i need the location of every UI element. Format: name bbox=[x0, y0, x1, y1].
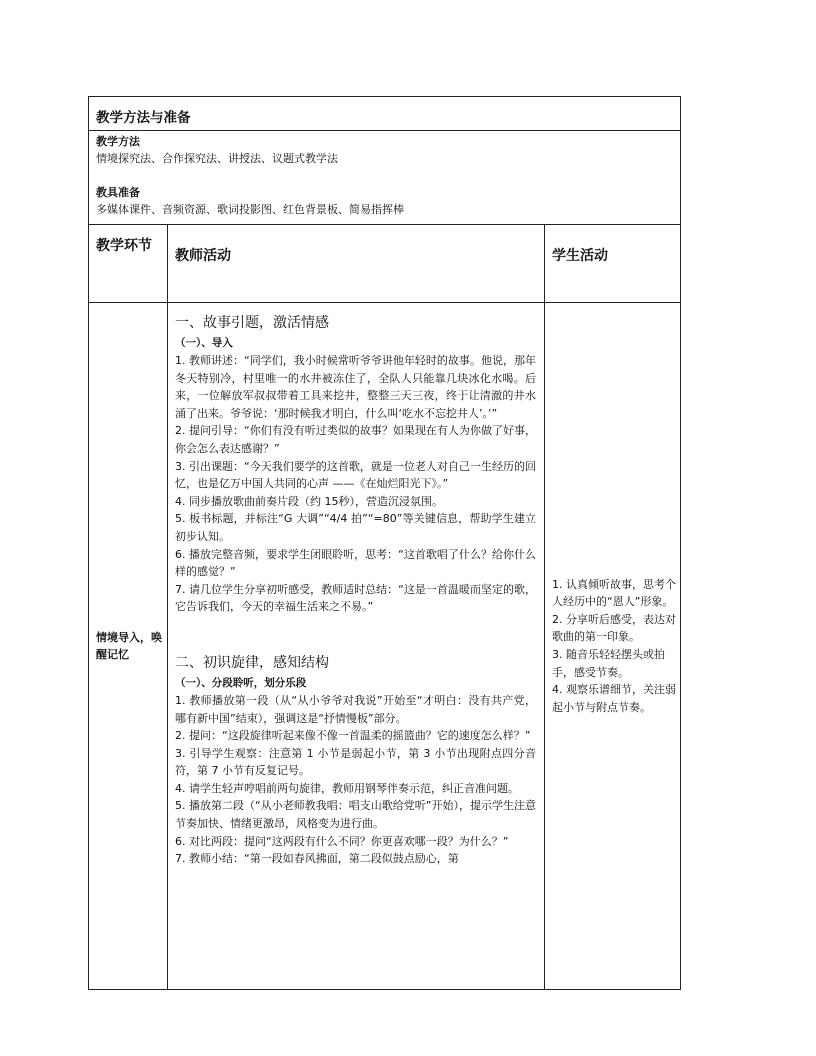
part1-item: 6. 播放完整音频，要求学生闭眼聆听，思考：“这首歌唱了什么？给你什么样的感觉？” bbox=[175, 547, 536, 579]
student-item: 4. 观察乐谱细节，关注弱起小节与附点节奏。 bbox=[552, 683, 676, 714]
student-item: 1. 认真倾听故事，思考个人经历中的“恩人”形象。 bbox=[552, 577, 676, 609]
part1-title: 一、故事引题，激活情感 bbox=[175, 315, 329, 331]
content-row bbox=[89, 303, 681, 990]
section-title-cell bbox=[89, 97, 681, 131]
student-activity-cell bbox=[545, 303, 681, 990]
part2-item: 6. 对比两段：提问“这两段有什么不同？你更喜欢哪一段？为什么？” bbox=[175, 834, 509, 848]
part2-item: 2. 提问：“这段旋律听起来像不像一首温柔的摇篮曲？它的速度怎么样？” bbox=[175, 729, 531, 743]
preparation-cell bbox=[89, 131, 681, 225]
lesson-plan-table bbox=[88, 96, 681, 990]
header-student: 学生活动 bbox=[545, 225, 681, 303]
header-teacher: 教师活动 bbox=[168, 225, 545, 303]
methods-text: 情境探究法、合作探究法、讲授法、议题式教学法 bbox=[96, 152, 338, 165]
part2-subtitle: （一）、分段聆听，划分乐段 bbox=[175, 676, 307, 689]
header-row bbox=[89, 225, 681, 303]
part1-item: 5. 板书标题，并标注“G 大调”“4/4 拍”“=80”等关键信息，帮助学生建立初步认知。 bbox=[175, 512, 536, 543]
part1-item: 2. 提问引导：“你们有没有听过类似的故事？如果现在有人为你做了好事，你会怎么表达感谢？” bbox=[175, 424, 536, 455]
part2-item: 3. 引导学生观察：注意第 1 小节是弱起小节，第 3 小节出现附点四分音符，第 7 小节有反复记号。 bbox=[175, 746, 536, 778]
tools-heading: 教具准备 bbox=[96, 186, 140, 199]
part1-item: 7. 请几位学生分享初听感受，教师适时总结：“这是一首温暖而坚定的歌，它告诉我们，今天的幸福生活来之不易。” bbox=[175, 582, 536, 614]
stage-cell: 情境导入，唤醒记忆 bbox=[89, 303, 168, 990]
part2-item: 1. 教师播放第一段（从“从小爷爷对我说”开始至“才明白：没有共产党，哪有新中国”结束），强调这是“抒情慢板”部分。 bbox=[175, 693, 536, 725]
tools-text: 多媒体课件、音频资源、歌词投影图、红色背景板、简易指挥棒 bbox=[96, 203, 404, 216]
teacher-activity-cell bbox=[168, 303, 545, 990]
student-item: 3. 随音乐轻轻摆头或拍手，感受节奏。 bbox=[552, 648, 665, 679]
student-item: 2. 分享听后感受，表达对歌曲的第一印象。 bbox=[552, 612, 676, 644]
part1-item: 4. 同步播放歌曲前奏片段（约 15秒），营造沉浸氛围。 bbox=[175, 494, 443, 508]
part2-title: 二、初识旋律，感知结构 bbox=[175, 654, 329, 671]
methods-heading: 教学方法 bbox=[96, 135, 140, 148]
section-title: 教学方法与准备 bbox=[96, 110, 191, 126]
part2-item: 5. 播放第二段（“从小老师教我唱：唱支山歌给党听”开始），提示学生注意节奏加快、情绪更激昂，风格变为进行曲。 bbox=[175, 799, 536, 831]
part1-subtitle: （一）、导入 bbox=[175, 337, 233, 349]
part1-item: 3. 引出课题：“今天我们要学的这首歌，就是一位老人对自己一生经历的回忆，也是亿万中国人共同的心声 ——《在灿烂阳光下》。” bbox=[175, 459, 536, 491]
part1-item: 1. 教师讲述：“同学们，我小时候常听爷爷讲他年轻时的故事。他说，那年冬天特别冷，村里唯一的水井被冻住了，全队人只能靠几块冰化水喝。后来，一位解放军叔叔带着工具来挖井，整整三天三夜，终于让清澈的井水涌了出来。爷爷说：‘那时候我才明白，什么叫‘吃水不忘挖井人’。’” bbox=[175, 354, 536, 420]
part2-item: 4. 请学生轻声哼唱前两句旋律，教师用钢琴伴奏示范，纠正音准问题。 bbox=[175, 781, 519, 795]
part2-item: 7. 教师小结：“第一段如春风拂面，第二段似鼓点励心，第 bbox=[175, 852, 459, 866]
header-stage: 教学环节 bbox=[89, 225, 168, 303]
